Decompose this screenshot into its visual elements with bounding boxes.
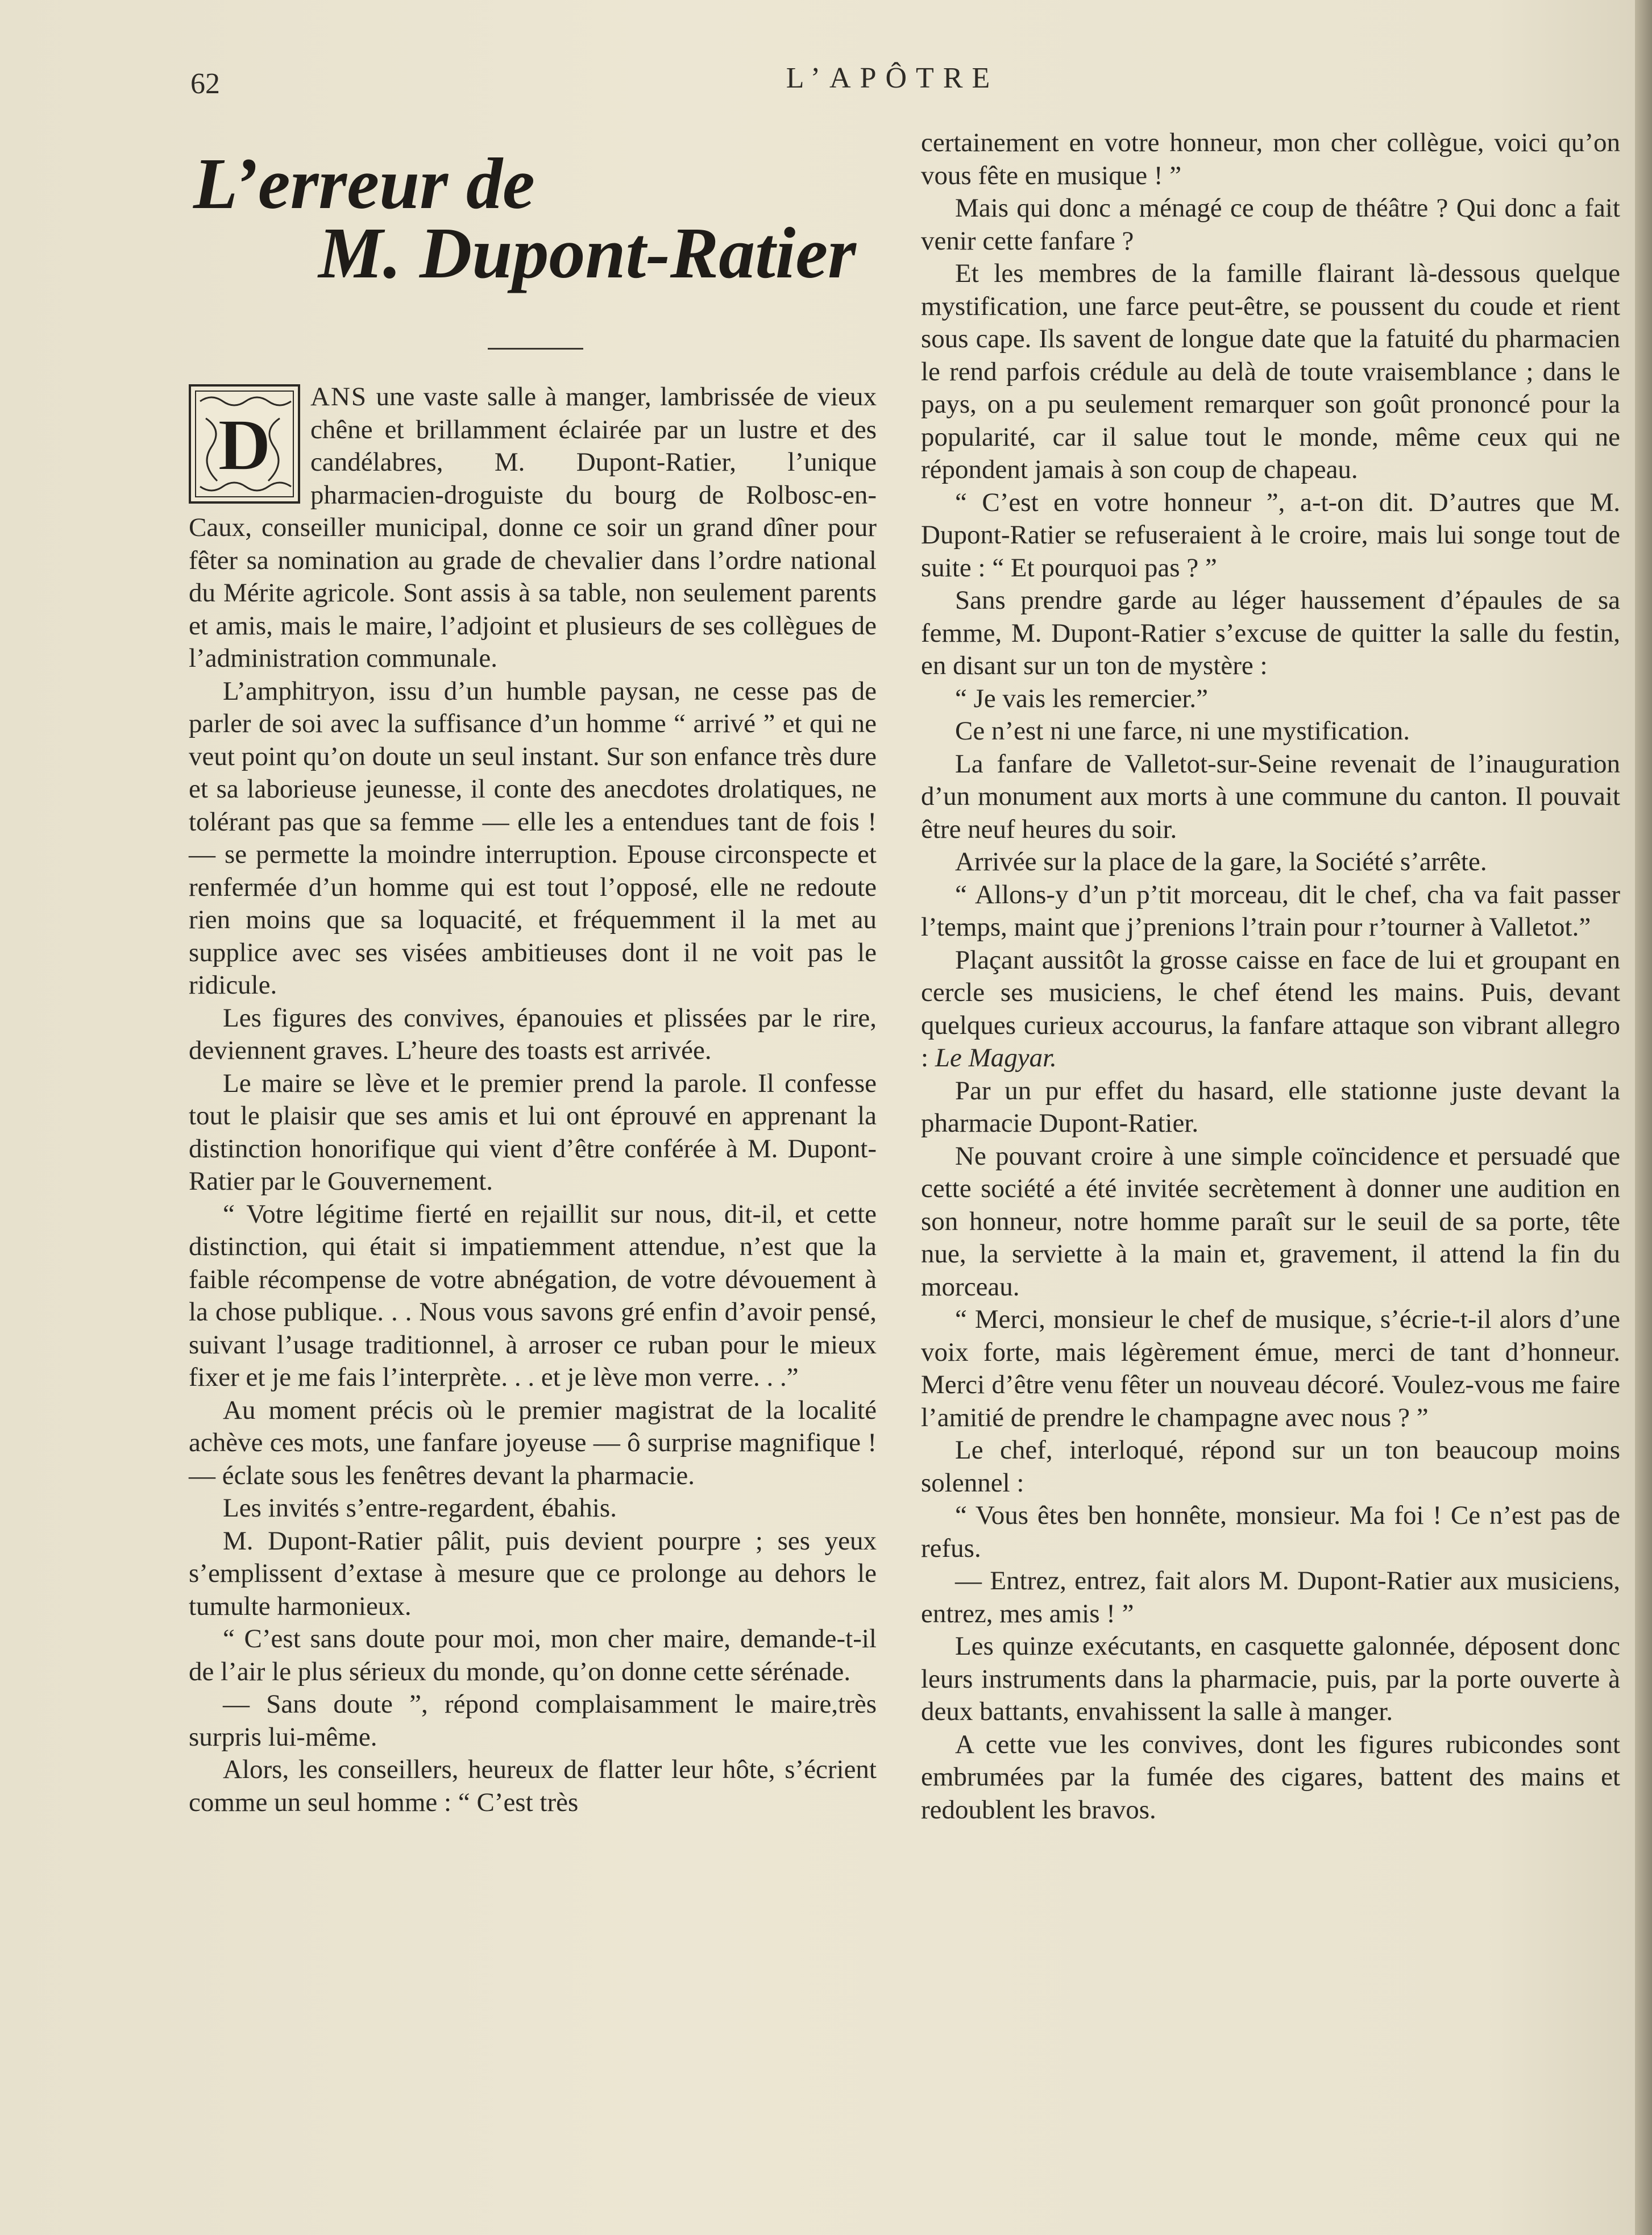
paragraph-text: Plaçant aussitôt la grosse caisse en face de lui et groupant en cercle ses musiciens, le chef étend les mains. Puis, devant quelques curieux accourus, la fanfare attaque son vibrant allegro :: [921, 945, 1620, 1073]
paragraph: [921, 944, 1620, 1075]
paragraph: Ne pouvant croire à une simple coïncidence et persuadé que cette société a été invitée secrètement à donner une audition en son honneur, notre homme paraît sur le seuil de sa porte, tête nue, la serviette à la main et, gravement, il attend la fin du morceau.: [921, 1141, 1620, 1302]
piece-title: Le Magyar.: [935, 1043, 1057, 1073]
paragraph: certainement en votre honneur, mon cher collègue, voici qu’on vous fête en musique ! ”: [921, 128, 1620, 190]
paragraph: La fanfare de Valletot-sur-Seine revenait de l’inauguration d’un monument aux morts à une commune du canton. Il pouvait être neuf heures du soir.: [921, 749, 1620, 844]
paragraph: [189, 381, 877, 675]
paragraph: “ Merci, monsieur le chef de musique, s’écrie-t-il alors d’une voix forte, mais légèrement émue, merci de tant d’honneur. Merci d’être venu fêter un nouveau décoré. Voulez-vous me faire l’amitié de prendre le champagne avec nous ? ”: [921, 1305, 1620, 1432]
paragraph: Sans prendre garde au léger haussement d’épaules de sa femme, M. Dupont-Ratier s’excuse de quitter la salle du festin, en disant sur un ton de mystère :: [921, 585, 1620, 680]
paragraph: — Entrez, entrez, fait alors M. Dupont-Ratier aux musiciens, entrez, mes amis ! ”: [921, 1566, 1620, 1629]
paragraph: “ Je vais les remercier.”: [955, 683, 1208, 713]
paragraph: L’amphitryon, issu d’un humble paysan, ne cesse pas de parler de soi avec la suffisance d’un homme “ arrivé ” et qui ne veut point qu’on doute un seul instant. Sur son enfance très dure et sa laborieuse jeunesse, il conte des anecdotes drolatiques, ne tolérant pas que sa femme — elle les a entendues tant de fois ! — se permette la moindre interruption. Epouse circonspecte et renfermée d’un homme qui est tout l’opposé, elle ne redoute rien moins que sa loquacité, et fréquemment il la met au supplice avec ses visées ambitieuses dont il ne voit pas le ridicule.: [189, 676, 877, 1000]
paragraph: Les figures des convives, épanouies et plissées par le rire, deviennent graves. L’heure des toasts est arrivée.: [189, 1003, 877, 1065]
paragraph: Le maire se lève et le premier prend la parole. Il confesse tout le plaisir que ses amis et lui ont éprouvé en apprenant la distinction honorifique qui vient d’être conférée à M. Dupont-Ratier par le Gouvernement.: [189, 1068, 877, 1196]
paragraph: Au moment précis où le premier magistrat de la localité achève ces mots, une fanfare joyeuse — ô surprise magnifique ! — éclate sous les fenêtres devant la pharmacie.: [189, 1395, 877, 1490]
paragraph: Mais qui donc a ménagé ce coup de théâtre ? Qui donc a fait venir cette fanfare ?: [921, 193, 1620, 256]
paragraph: M. Dupont-Ratier pâlit, puis devient pourpre ; ses yeux s’emplissent d’extase à mesure que ce prolonge au dehors le tumulte harmonieux.: [189, 1526, 877, 1621]
page-edge: [1635, 0, 1652, 2235]
article-title-line-2: M. Dupont-Ratier: [318, 213, 856, 293]
paragraph: “ Allons-y d’un p’tit morceau, dit le chef, cha va fait passer l’temps, maint que j’prenions l’train pour r’tourner à Valletot.”: [921, 879, 1620, 942]
page-number: 62: [190, 68, 220, 100]
ornamental-dropcap-icon: [189, 384, 300, 504]
paragraph: Le chef, interloqué, répond sur un ton beaucoup moins solennel :: [921, 1435, 1620, 1498]
article-title-line-1: L’erreur de: [193, 143, 535, 224]
paragraph: Alors, les conseillers, heureux de flatter leur hôte, s’écrient comme un seul homme : “ C’est très: [189, 1755, 877, 1817]
paragraph: Les invités s’entre-regardent, ébahis.: [223, 1493, 617, 1523]
title-divider: [488, 348, 583, 350]
dropcap-letter: D: [218, 404, 271, 486]
paragraph: “ C’est sans doute pour moi, mon cher maire, demande-t-il de l’air le plus sérieux du monde, qu’on donne cette sérénade.: [189, 1624, 877, 1686]
paragraph: Les quinze exécutants, en casquette galonnée, déposent donc leurs instruments dans la pharmacie, puis, par la porte ouverte à deux battants, envahissent la salle à manger.: [921, 1631, 1620, 1726]
paragraph: Ce n’est ni une farce, ni une mystification.: [955, 716, 1410, 746]
paragraph: A cette vue les convives, dont les figures rubicondes sont embrumées par la fumée des cigares, battent des mains et redoublent les bravos.: [921, 1729, 1620, 1825]
paragraph: “ Votre légitime fierté en rejaillit sur nous, dit-il, et cette distinction, qui était si impatiemment attendue, n’est que la faible récompense de votre abnégation, de votre dévouement à la chose publique. . . Nous vous savons gré enfin d’avoir pensé, suivant l’usage traditionnel, à arroser ce ruban pour le mieux fixer et je me fais l’interprète. . . et je lève mon verre. . .”: [189, 1199, 877, 1392]
left-column: [189, 381, 877, 1819]
paragraph-text: une vaste salle à manger, lambrissée de vieux chêne et brillamment éclairée par un lustre et des candélabres, M. Dupont-Ratier, l’unique pharmacien-droguiste du bourg de Rolbosc-en-Caux, conseiller municipal, donne ce soir un grand dîner pour fêter sa nomination au grade de chevalier dans l’ordre national du Mérite agricole. Sont assis à sa table, non seulement parents et amis, mais le maire, l’adjoint et plusieurs de ses collègues de l’administration communale.: [189, 382, 877, 673]
paragraph: “ Vous êtes ben honnête, monsieur. Ma foi ! Ce n’est pas de refus.: [921, 1501, 1620, 1563]
right-column: [921, 127, 1620, 1826]
first-word: ANS: [310, 382, 368, 412]
paragraph: Par un pur effet du hasard, elle stationne juste devant la pharmacie Dupont-Ratier.: [921, 1075, 1620, 1138]
paragraph: — Sans doute ”, répond complaisamment le maire,très surpris lui-même.: [189, 1689, 877, 1752]
paragraph: “ C’est en votre honneur ”, a-t-on dit. D’autres que M. Dupont-Ratier se refuseraient à le croire, mais lui songe tout de suite : “ Et pourquoi pas ? ”: [921, 487, 1620, 583]
running-head: L’APÔTRE: [786, 62, 999, 94]
paragraph: Et les membres de la famille flairant là-dessous quelque mystification, une farce peut-être, se poussent du coude et rient sous cape. Ils savent de longue date que la fatuité du pharmacien le rend parfois crédule au delà de toute vraisemblance ; dans le pays, on a pu seulement remarquer son goût prononcé pour la popularité, car il salue tout le monde, même ceux qui ne répondent jamais à son coup de chapeau.: [921, 259, 1620, 484]
paragraph: Arrivée sur la place de la gare, la Société s’arrête.: [955, 847, 1487, 876]
